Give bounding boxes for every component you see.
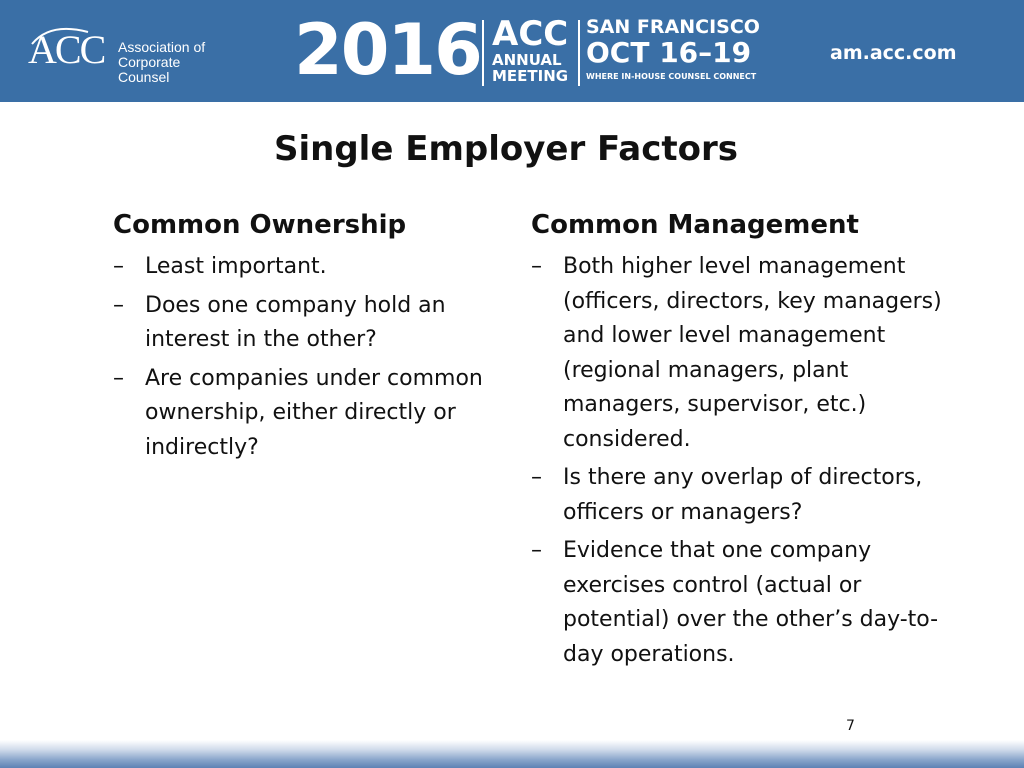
dash-bullet-icon: – bbox=[531, 465, 542, 490]
bullet-item bbox=[113, 289, 493, 358]
website-link[interactable]: am.acc.com bbox=[830, 42, 957, 64]
header-banner bbox=[0, 0, 1024, 102]
annual-meeting-logo bbox=[294, 9, 764, 91]
bullet-item bbox=[113, 250, 493, 285]
event-year: 2016 bbox=[294, 9, 481, 91]
bullet-text: Are companies under common ownership, either directly or indirectly? bbox=[145, 365, 483, 460]
dash-bullet-icon: – bbox=[531, 538, 542, 563]
acc-logo bbox=[28, 26, 228, 85]
event-city: SAN FRANCISCO bbox=[586, 16, 760, 38]
dash-bullet-icon: – bbox=[113, 365, 124, 391]
acc-logo-mark: ACC bbox=[28, 27, 105, 72]
bullet-item bbox=[531, 534, 971, 672]
bullet-item bbox=[531, 461, 971, 530]
logo-divider bbox=[578, 20, 580, 86]
dash-bullet-icon: – bbox=[531, 254, 542, 279]
org-name bbox=[118, 40, 228, 85]
org-name-line1: Association of bbox=[118, 39, 206, 55]
bullet-text: Is there any overlap of directors, officers or managers? bbox=[563, 465, 923, 525]
dash-bullet-icon: – bbox=[113, 292, 124, 318]
logo-divider bbox=[482, 20, 484, 86]
event-dates: OCT 16–19 bbox=[586, 36, 752, 69]
bullet-text: Least important. bbox=[145, 254, 327, 279]
event-acc: ACC bbox=[492, 14, 569, 54]
slide-title: Single Employer Factors bbox=[273, 129, 738, 169]
left-column bbox=[113, 206, 493, 469]
left-bullet-list bbox=[113, 250, 493, 465]
right-column bbox=[531, 206, 971, 676]
bullet-item bbox=[531, 250, 971, 457]
org-name-line2: Corporate Counsel bbox=[118, 54, 181, 85]
page-number: 7 bbox=[846, 718, 855, 734]
left-column-heading: Common Ownership bbox=[113, 210, 407, 240]
event-meeting: MEETING bbox=[492, 67, 569, 85]
event-tagline: WHERE IN-HOUSE COUNSEL CONNECT bbox=[586, 72, 757, 81]
bullet-text: Evidence that one company exercises control (actual or potential) over the other’s day-to-day operations. bbox=[563, 538, 939, 667]
event-annual: ANNUAL bbox=[492, 51, 562, 69]
bullet-text: Does one company hold an interest in the other? bbox=[145, 292, 446, 352]
bullet-item bbox=[113, 362, 493, 466]
bullet-text: Both higher level management (officers, directors, key managers) and lower level management (regional managers, plant managers, supervisor, etc.) considered. bbox=[563, 254, 942, 452]
footer-gradient-bar bbox=[0, 740, 1024, 768]
dash-bullet-icon: – bbox=[113, 254, 124, 279]
right-bullet-list bbox=[531, 250, 971, 672]
right-column-heading: Common Management bbox=[531, 210, 859, 240]
